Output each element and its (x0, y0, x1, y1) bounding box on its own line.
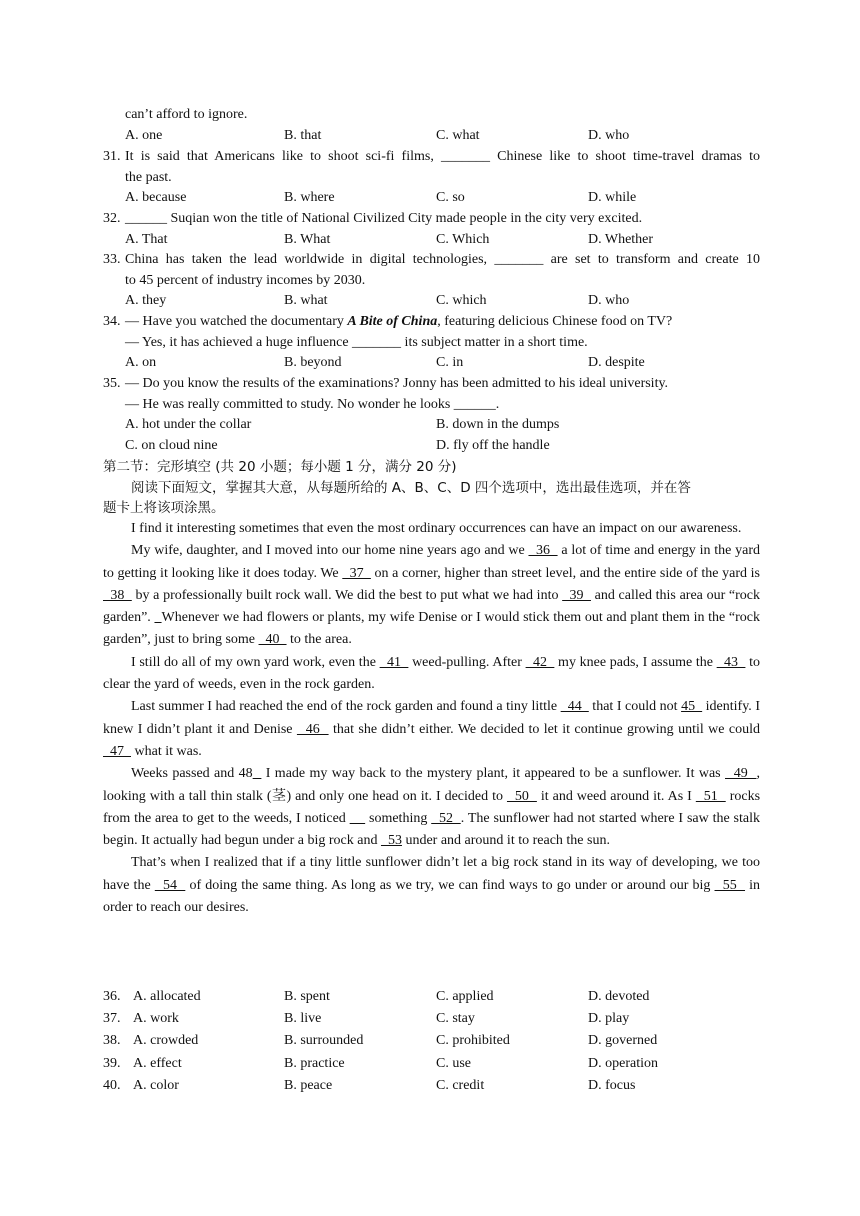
blank-36: 36 (528, 543, 558, 559)
blank-52: 52 (431, 810, 461, 826)
blank-43: 43 (716, 654, 746, 670)
text: of doing the same thing. As long as we try, we can find ways to go under or around our big (185, 877, 715, 893)
row-number: 38. (103, 1033, 121, 1048)
row-number: 37. (103, 1011, 121, 1026)
option-a: A. That (125, 232, 168, 247)
question-text: ______ Suqian won the title of National Civilized City made people in the city very excited. (125, 211, 643, 226)
blank-51: 51 (695, 788, 726, 804)
text: Last summer I had reached the end of the rock garden and found a tiny little (131, 699, 561, 715)
question-number: 33. (103, 252, 121, 267)
section-instructions-cont: 题卡上将该项涂黑。 (103, 500, 225, 516)
text: , looking with a tall thin stalk (茎) and only one head on it. I decided to (103, 766, 760, 804)
underline-gap (350, 811, 365, 826)
text: . The sunflower had not started where I saw the stalk begin. It actually had begun under a big rock and (103, 810, 760, 849)
blank-37: 37 (342, 565, 371, 581)
section-instructions: 阅读下面短文，掌握其大意，从每题所给的 A、B、C、D 四个选项中，选出最佳选项，并在答 (131, 480, 691, 496)
question-text-cont: the past. (125, 170, 172, 185)
q34-post: , featuring delicious Chinese food on TV? (437, 314, 673, 329)
option-b: B. What (284, 232, 331, 247)
blank-55: 55 (714, 877, 746, 893)
option-c: C. applied (436, 989, 494, 1004)
blank-46: 46 (296, 721, 329, 737)
option-c: C. stay (436, 1011, 475, 1026)
q30-continuation: can’t afford to ignore. (125, 107, 248, 122)
passage-paragraph (103, 540, 760, 651)
option-b: B. practice (284, 1056, 345, 1071)
text: a lot of time and energy in the yard to getting it looking like it does today. We (103, 543, 760, 581)
option-c: C. on cloud nine (125, 438, 218, 453)
option-d: D. Whether (588, 232, 654, 247)
text: Whenever we had flowers or plants, my wife Denise or I would stick them out and plant them in the “rock garden”, just to bring some (103, 610, 760, 648)
option-a: A. on (125, 355, 157, 370)
option-b: B. where (284, 190, 335, 205)
question-text: China has taken the lead worldwide in digital technologies, _______ are set to transform and create 10 (125, 252, 760, 267)
option-d: D. devoted (588, 989, 650, 1004)
option-c: C. Which (436, 232, 490, 247)
text: rocks from the area to get to the weeds, I noticed (103, 788, 761, 826)
text: I made my way back to the mystery plant, it appeared to be a sunflower. It was (261, 766, 725, 782)
option-d: D. operation (588, 1056, 658, 1071)
blank-47: 47 (103, 743, 131, 759)
row-number: 40. (103, 1078, 121, 1093)
question-text-cont: — He was really committed to study. No wonder he looks ______. (125, 397, 500, 412)
option-c: C. in (436, 355, 464, 370)
text: to clear the yard of weeds, even in the rock garden. (103, 654, 761, 693)
option-d: D. play (588, 1011, 630, 1026)
text: and called this area our “rock garden”. (103, 587, 761, 626)
text: what it was. (131, 743, 202, 759)
section-title: 第二节：完形填空 (共 20 小题；每小题 1 分，满分 20 分) (103, 459, 457, 475)
option-d: D. who (588, 293, 630, 308)
option-a: A. they (125, 293, 167, 308)
row-number: 39. (103, 1056, 121, 1071)
option-b: B. that (284, 128, 322, 143)
documentary-title: A Bite of China (347, 314, 438, 329)
cloze-passage (103, 518, 760, 919)
text: in order to reach our desires. (103, 877, 761, 916)
text: by a professionally built rock wall. We did the best to put what we had into (131, 587, 563, 603)
text: it and weed around it. As I (536, 788, 696, 804)
text: identify. I knew I didn’t plant it and Denise (103, 699, 760, 737)
option-c: C. what (436, 128, 480, 143)
blank-42: 42 (525, 654, 555, 670)
text: to the area. (286, 632, 352, 648)
q34-pre: — Have you watched the documentary (125, 314, 348, 329)
option-b: B. surrounded (284, 1033, 364, 1048)
question-text: It is said that Americans like to shoot sci-fi films, _______ Chinese like to shoot time-travel dramas to (125, 149, 760, 164)
option-a: A. crowded (133, 1033, 199, 1048)
option-b: B. peace (284, 1078, 333, 1093)
option-b: B. beyond (284, 355, 342, 370)
passage-paragraph (103, 696, 760, 763)
blank-44: 44 (560, 699, 589, 715)
text: My wife, daughter, and I moved into our home nine years ago and we (131, 543, 529, 559)
option-d: D. who (588, 128, 630, 143)
option-a: A. effect (133, 1056, 182, 1071)
underline-gap (154, 610, 161, 625)
text: on a corner, higher than street level, and the entire side of the yard is (370, 565, 761, 581)
option-c: C. use (436, 1056, 471, 1071)
blank-38: 38 (103, 587, 132, 603)
option-d: D. while (588, 190, 637, 205)
option-c: C. which (436, 293, 487, 308)
text: under and around it to reach the sun. (401, 833, 610, 849)
passage-paragraph: I find it interesting sometimes that even the most ordinary occurrences can have an impact on our awareness. (131, 521, 742, 536)
blank-49: 49 (725, 766, 757, 782)
question-text (125, 312, 760, 332)
row-number: 36. (103, 989, 121, 1004)
text: something (365, 810, 432, 826)
question-number: 34. (103, 314, 121, 329)
passage-paragraph (103, 652, 760, 697)
option-a: A. one (125, 128, 163, 143)
blank-40: 40 (258, 632, 287, 648)
question-text: — Do you know the results of the examinations? Jonny has been admitted to his ideal university. (125, 376, 669, 391)
option-d: D. focus (588, 1078, 636, 1093)
option-a: A. color (133, 1078, 179, 1093)
question-number: 32. (103, 211, 121, 226)
option-b: B. what (284, 293, 328, 308)
passage-paragraph (103, 852, 760, 919)
option-d: D. fly off the handle (436, 438, 550, 453)
blank-41: 41 (379, 654, 409, 670)
blank-45: 45 (681, 699, 703, 715)
option-c: C. credit (436, 1078, 485, 1093)
text: I still do all of my own yard work, even the (131, 654, 380, 670)
blank-50: 50 (506, 788, 537, 804)
text: Weeks passed and 48 (131, 766, 253, 782)
blank-53: 53 (380, 833, 402, 849)
option-a: A. because (125, 190, 187, 205)
option-d: D. despite (588, 355, 645, 370)
blank-54: 54 (154, 877, 186, 893)
text: That’s when I realized that if a tiny little sunflower didn’t let a big rock stand in its way of developing, we too have the (103, 855, 760, 893)
question-text-cont: to 45 percent of industry incomes by 2030. (125, 273, 366, 288)
text: weed-pulling. After (408, 654, 526, 670)
option-a: A. allocated (133, 989, 201, 1004)
question-text-cont: — Yes, it has achieved a huge influence _______ its subject matter in a short time. (125, 335, 588, 350)
option-c: C. so (436, 190, 465, 205)
text: that she didn’t either. We decided to let it continue growing until we could (328, 721, 760, 737)
option-a: A. hot under the collar (125, 417, 252, 432)
option-b: B. spent (284, 989, 330, 1004)
blank-39: 39 (562, 587, 591, 603)
option-b: B. live (284, 1011, 322, 1026)
passage-paragraph (103, 763, 760, 852)
option-a: A. work (133, 1011, 179, 1026)
question-number: 31. (103, 149, 121, 164)
text: that I could not (588, 699, 682, 715)
text: my knee pads, I assume the (554, 654, 717, 670)
option-d: D. governed (588, 1033, 658, 1048)
option-b: B. down in the dumps (436, 417, 560, 432)
option-c: C. prohibited (436, 1033, 510, 1048)
question-number: 35. (103, 376, 121, 391)
